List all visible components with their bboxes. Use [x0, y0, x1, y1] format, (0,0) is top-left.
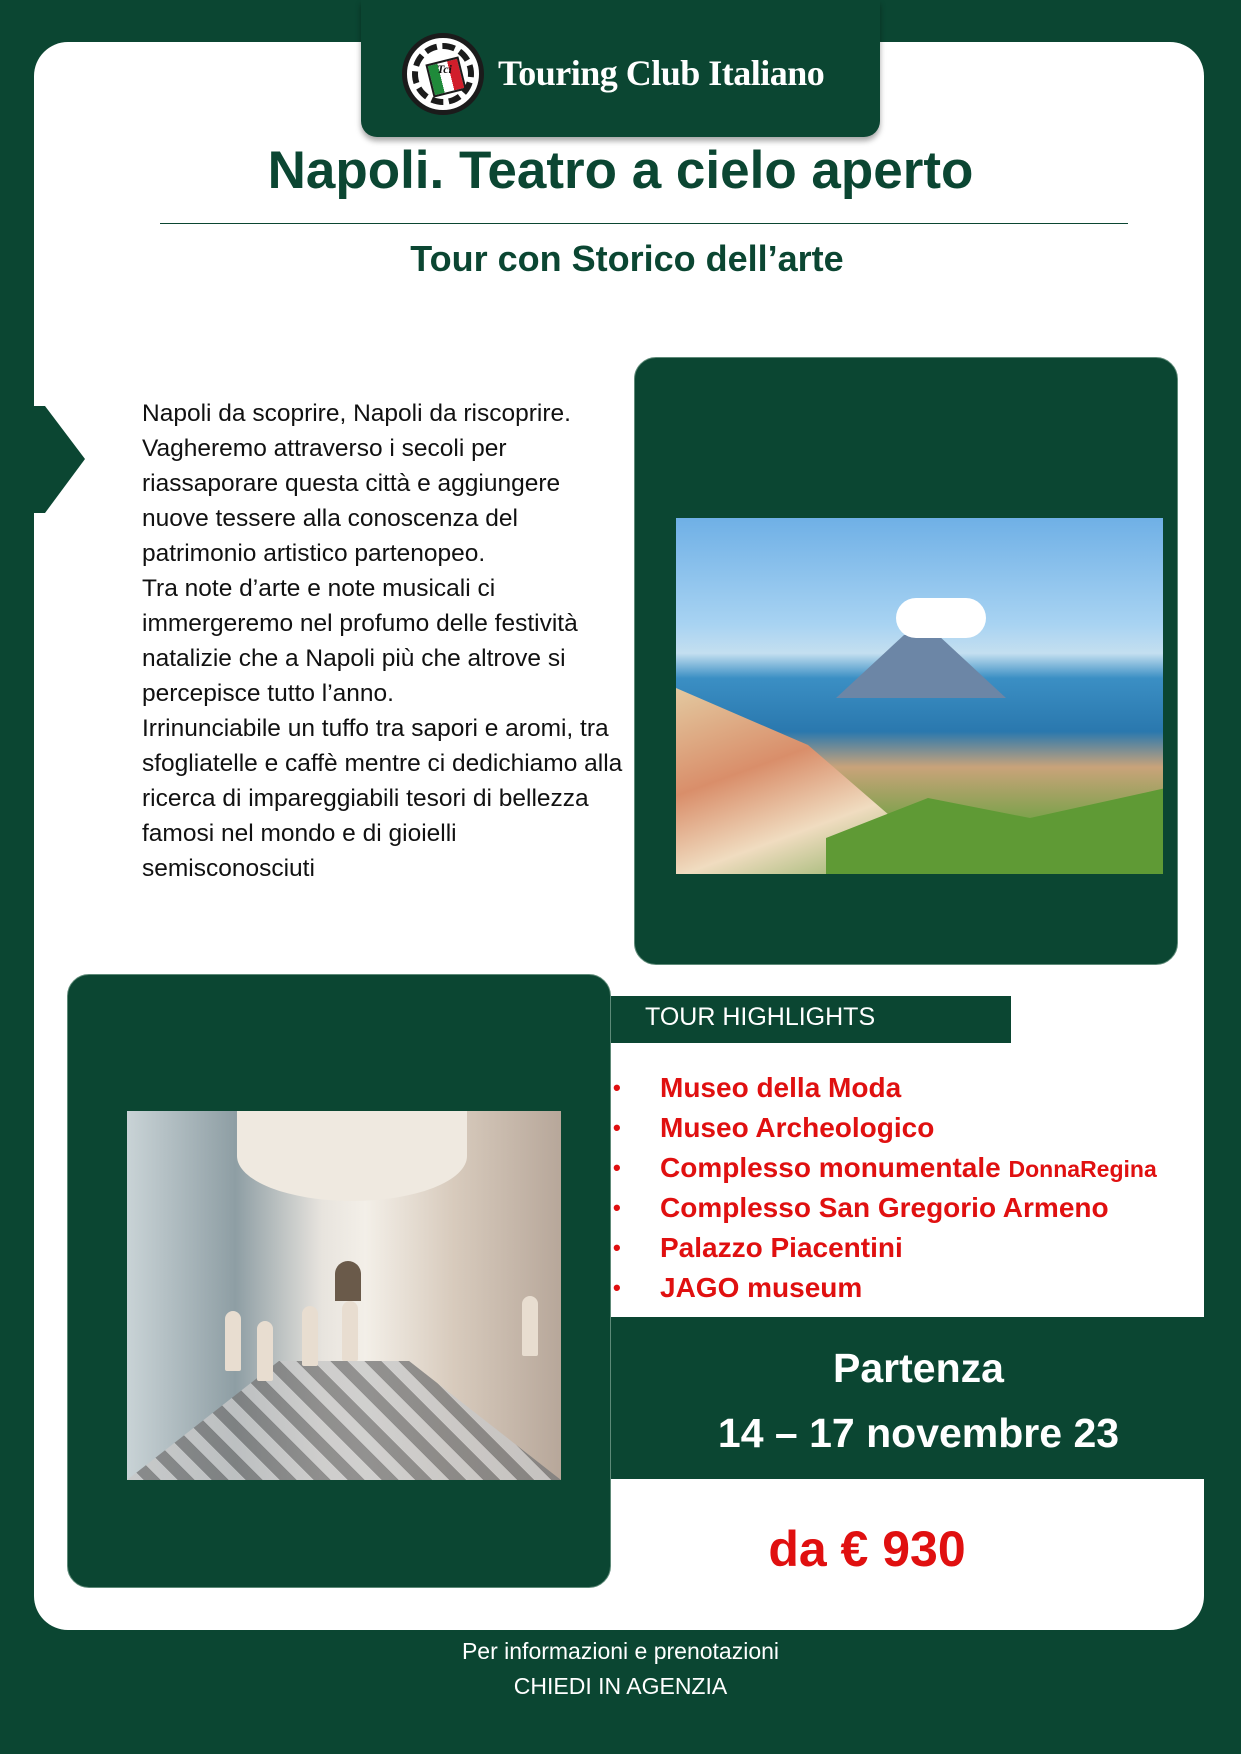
brand-name: Touring Club Italiano [498, 53, 825, 93]
description-paragraph: Napoli da scoprire, Napoli da riscoprire. Vagheremo attraverso i secoli per riassaporare questa città e aggiungere nuove tessere alla conoscenza del patrimonio artistico partenopeo. [142, 400, 571, 567]
statue-shape [522, 1296, 538, 1356]
statue-shape [257, 1321, 273, 1381]
door-shape [335, 1261, 361, 1301]
statue-shape [302, 1306, 318, 1366]
bullet-icon: • [613, 1075, 621, 1100]
highlights-list [611, 1068, 1157, 1308]
bullet-icon: • [613, 1235, 621, 1260]
vault-shape [237, 1111, 467, 1201]
list-item [611, 1228, 1157, 1268]
description-paragraph: Irrinunciabile un tuffo tra sapori e aromi, tra sfogliatelle e caffè mentre ci dedichiamo alla ricerca di impareggiabili tesori di bellezza famosi nel mondo e di gioielli semisconosciuti [142, 715, 623, 882]
highlight-label: Museo Archeologico [660, 1112, 935, 1143]
price-label: da € 930 [768, 1521, 966, 1577]
highlight-label: Complesso San Gregorio Armeno [660, 1192, 1109, 1223]
highlight-extra: DonnaRegina [1008, 1156, 1157, 1182]
tour-description [142, 396, 628, 886]
list-item [611, 1148, 1157, 1188]
statue-shape [342, 1301, 358, 1361]
highlight-label: Museo della Moda [660, 1072, 902, 1103]
highlight-label: Complesso monumentale [660, 1152, 1001, 1183]
naples-bay-photo [676, 518, 1163, 874]
title-divider [160, 223, 1128, 224]
statue-shape [225, 1311, 241, 1371]
footer-info-text: Per informazioni e prenotazioni [461, 1638, 780, 1664]
list-item [611, 1268, 1157, 1308]
page-subtitle: Tour con Storico dell’arte [410, 238, 844, 279]
highlight-label: JAGO museum [660, 1272, 863, 1303]
tci-emblem-logo [402, 33, 484, 115]
highlights-title: TOUR HIGHLIGHTS [645, 1003, 876, 1031]
vegetation-shape [826, 778, 1163, 874]
list-item [611, 1068, 1157, 1108]
departure-label: Partenza [833, 1345, 1004, 1391]
highlight-label: Palazzo Piacentini [660, 1232, 903, 1263]
museum-gallery-photo [127, 1111, 561, 1480]
bullet-icon: • [613, 1195, 621, 1220]
emblem-letters: Tci [437, 62, 452, 76]
floor-shape [127, 1361, 561, 1480]
list-item [611, 1188, 1157, 1228]
page-title: Napoli. Teatro a cielo aperto [267, 141, 974, 200]
bullet-icon: • [613, 1155, 621, 1180]
description-paragraph: Tra note d’arte e note musicali ci immergeremo nel profumo delle festività natalizie che a Napoli più che altrove si percepisce tutto l’anno. [142, 575, 578, 707]
bullet-icon: • [613, 1115, 621, 1140]
cloud-shape [896, 598, 986, 638]
departure-dates: 14 – 17 novembre 23 [717, 1410, 1120, 1456]
vesuvius-shape [836, 628, 1006, 698]
bullet-icon: • [613, 1275, 621, 1300]
list-item [611, 1108, 1157, 1148]
footer-cta-text: CHIEDI IN AGENZIA [513, 1673, 728, 1699]
